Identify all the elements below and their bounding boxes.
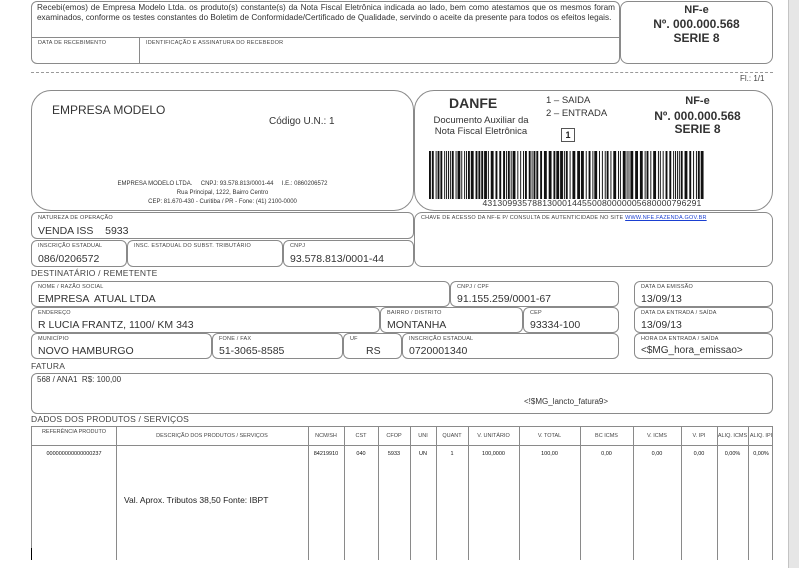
recipient-phone-field: FONE / FAX 51-3065-8585 — [212, 333, 343, 359]
danfe-entrada: 2 – ENTRADA — [546, 108, 608, 119]
receipt-nfe-label: NF-e — [684, 4, 709, 16]
barcode-bar — [566, 151, 568, 199]
danfe-nfe-label: NF-e — [685, 95, 710, 107]
barcode-bar — [491, 151, 494, 199]
barcode-bar — [534, 151, 536, 199]
barcode-bar — [618, 151, 619, 199]
barcode-bar — [572, 151, 575, 199]
invoice-box — [31, 373, 773, 414]
products-row-cell: 1 — [450, 451, 454, 457]
recipient-cnpj-field: CNPJ / CPF 91.155.259/0001-67 — [450, 281, 619, 307]
barcode-bar — [553, 151, 555, 199]
recipient-uf-field: UF RS — [343, 333, 402, 359]
operation-nature-value: VENDA ISS 5933 — [38, 225, 129, 237]
barcode-bar — [429, 151, 431, 199]
recipient-phone-value: 51-3065-8585 — [219, 345, 285, 357]
barcode-bar — [464, 151, 465, 199]
receipt-signature-label: IDENTIFICAÇÃO E ASSINATURA DO RECEBEDOR — [146, 40, 284, 46]
barcode-bar — [446, 151, 447, 199]
recipient-address-value: R LUCIA FRANTZ, 1100/ KM 343 — [38, 319, 194, 331]
barcode-bar — [681, 151, 683, 199]
barcode-bar — [675, 151, 676, 199]
barcode-bar — [484, 151, 487, 199]
barcode-bar — [620, 151, 621, 199]
barcode-bar — [630, 151, 633, 199]
barcode-bar — [499, 151, 501, 199]
barcode-bar — [540, 151, 542, 199]
danfe-box — [414, 90, 773, 211]
invoice-section-title: FATURA — [31, 361, 66, 371]
products-header-cell: DESCRIÇÃO DOS PRODUTOS / SERVIÇOS — [156, 433, 268, 439]
barcode-bar — [529, 151, 531, 199]
barcode-bar — [666, 151, 668, 199]
issue-date-field: DATA DA EMISSÃO 13/09/13 — [634, 281, 773, 307]
entry-time-field: HORA DA ENTRADA / SAÍDA <$MG_hora_emissao> — [634, 333, 773, 359]
barcode-bar — [488, 151, 489, 199]
products-header-cell: CST — [355, 433, 367, 439]
products-row-cell: 0,00 — [693, 451, 705, 457]
barcode-bar — [438, 151, 440, 199]
barcode-bar — [594, 151, 597, 199]
barcode-bar — [468, 151, 470, 199]
products-row-cell: 100,00 — [541, 451, 558, 457]
products-header-cell: V. ICMS — [647, 433, 667, 439]
barcode-bar — [689, 151, 691, 199]
barcode-bar — [556, 151, 559, 199]
barcode-bar — [461, 151, 462, 199]
issuer-line-2: Rua Principal, 1222, Bairro Centro — [176, 190, 269, 196]
barcode-bar — [640, 151, 643, 199]
recipient-state-registration-field: INSCRIÇÃO ESTADUAL 0720001340 — [402, 333, 619, 359]
invoice-placeholder: <!$MG_lancto_fatura9> — [524, 397, 609, 406]
recipient-section-title: DESTINATÁRIO / REMETENTE — [31, 268, 158, 278]
recipient-zip-field: CEP 93334-100 — [523, 307, 619, 333]
receipt-stub — [31, 1, 620, 64]
barcode-bar — [436, 151, 437, 199]
barcode-bar — [508, 151, 510, 199]
issuer-box — [31, 90, 414, 211]
barcode-bar — [458, 151, 461, 199]
recipient-zip-value: 93334-100 — [530, 319, 581, 331]
products-row-cell: 5933 — [387, 451, 401, 457]
recipient-city-field: MUNICÍPIO NOVO HAMBURGO — [31, 333, 212, 359]
operation-nature-field: NATUREZA DE OPERAÇÃO VENDA ISS 5933 — [31, 212, 414, 239]
barcode-bar — [503, 151, 505, 199]
barcode-bar — [650, 151, 651, 199]
danfe-operation-type: 1 — [561, 128, 575, 142]
products-header-cell: NCM/SH — [315, 433, 337, 439]
receipt-nfe-box — [620, 1, 773, 64]
table-cursor — [31, 548, 32, 560]
receipt-text: Recebi(emos) de Empresa Modelo Ltda. os produto(s) constante(s) da Nota Fiscal Eletrônica indicada ao lado, bem como atestamos que os mesmos foram examinados, conforme os testes constantes do Boletim de Conformidade/Certificado de Qualidade, servindo o aceite da presente para todos os efeitos legais. — [37, 3, 615, 23]
barcode-bar — [564, 151, 565, 199]
products-header-cell: QUANT — [442, 433, 462, 439]
invoice-line: 568 / ANA1 R$: 100,00 — [37, 375, 122, 384]
barcode-bar — [627, 151, 628, 199]
receipt-nfe-serie: SERIE 8 — [673, 31, 720, 45]
products-header-cell: V. UNITÁRIO — [477, 433, 510, 439]
barcode-bar — [432, 151, 434, 199]
danfe-number: Nº. 000.000.568 — [654, 109, 741, 123]
barcode-bar — [693, 151, 694, 199]
access-key-label: CHAVE DE ACESSO DA NF-E P/ CONSULTA DE AUTENTICIDADE NO SITE — [421, 215, 626, 221]
products-section-title: DADOS DOS PRODUTOS / SERVIÇOS — [31, 414, 190, 424]
access-key-field — [414, 212, 773, 267]
receipt-nfe-number: Nº. 000.000.568 — [653, 17, 740, 31]
barcode-bar — [523, 151, 524, 199]
window-scrollbar[interactable] — [788, 0, 799, 568]
barcode-bar — [677, 151, 678, 199]
barcode-bar — [647, 151, 649, 199]
cnpj-value: 93.578.813/0001-44 — [290, 253, 385, 265]
products-row-cell: 0,00% — [753, 451, 769, 457]
danfe-subtitle-2: Nota Fiscal Eletrônica — [434, 126, 528, 137]
recipient-name-field: NOME / RAZÃO SOCIAL EMPRESA ATUAL LTDA — [31, 281, 450, 307]
barcode-bar — [532, 151, 533, 199]
recipient-district-field: BAIRRO / DISTRITO MONTANHA — [380, 307, 523, 333]
barcode-bar — [450, 151, 451, 199]
barcode-bar — [476, 151, 478, 199]
receipt-date-label: DATA DE RECEBIMENTO — [38, 40, 107, 46]
products-row-cell: 84219910 — [313, 451, 339, 457]
barcode-bar — [607, 151, 609, 199]
barcode-bar — [560, 151, 563, 199]
substitute-registration-field: INSC. ESTADUAL DO SUBST. TRIBUTÁRIO — [127, 240, 283, 267]
barcode-bar — [658, 151, 659, 199]
barcode-bar — [679, 151, 680, 199]
barcode-bar — [440, 151, 442, 199]
barcode-bar — [513, 151, 516, 199]
state-registration-value: 086/0206572 — [38, 253, 100, 265]
barcode-bar — [448, 151, 449, 199]
barcode-bar — [599, 151, 600, 199]
entry-date-field: DATA DA ENTRADA / SAÍDA 13/09/13 — [634, 307, 773, 333]
recipient-uf-value: RS — [366, 345, 381, 357]
barcode-bar — [511, 151, 512, 199]
barcode-bar — [613, 151, 616, 199]
barcode-bar — [685, 151, 688, 199]
issuer-line-3: CEP: 81.670-430 - Curitiba / PR - Fone: (41) 2100-0000 — [148, 199, 297, 205]
products-row-cell: 0,00 — [601, 451, 612, 457]
products-header-cell: V. TOTAL — [537, 433, 562, 439]
products-row-cell: 0,00% — [724, 451, 741, 457]
barcode-bar — [525, 151, 527, 199]
products-row-cell: 000000000000000237 — [46, 451, 102, 457]
products-row-cell: UN — [419, 451, 427, 457]
danfe-saida: 1 – SAIDA — [546, 95, 591, 106]
barcode-bar — [653, 151, 656, 199]
recipient-state-registration-value: 0720001340 — [409, 345, 468, 357]
recipient-city-value: NOVO HAMBURGO — [38, 345, 134, 357]
barcode-bar — [536, 151, 538, 199]
barcode-bar — [570, 151, 571, 199]
barcode-bar — [605, 151, 606, 199]
barcode-bar — [673, 151, 674, 199]
entry-date-value: 13/09/13 — [641, 319, 682, 331]
issuer-unit-code: Código U.N.: 1 — [269, 116, 335, 127]
products-row-cell: 040 — [356, 451, 366, 457]
state-registration-field: INSCRIÇÃO ESTADUAL 086/0206572 — [31, 240, 127, 267]
barcode-bar — [589, 151, 591, 199]
barcode-bar — [471, 151, 474, 199]
entry-time-value: <$MG_hora_emissao> — [641, 345, 743, 356]
products-header-cell: UNI — [418, 433, 428, 439]
barcode-bar — [669, 151, 671, 199]
barcode-bar — [701, 151, 704, 199]
danfe-subtitle-1: Documento Auxiliar da — [433, 115, 529, 126]
barcode-bar — [496, 151, 498, 199]
cnpj-field: CNPJ 93.578.813/0001-44 — [283, 240, 414, 267]
products-header-cell: ALIQ. IPI — [749, 433, 773, 439]
products-header-cell: REFERÊNCIA PRODUTO — [41, 429, 107, 435]
barcode-bar — [663, 151, 664, 199]
products-header-cell: BC ICMS — [595, 433, 618, 439]
barcode-bar — [592, 151, 593, 199]
barcode-bar — [577, 151, 580, 199]
danfe-serie: SERIE 8 — [674, 122, 721, 136]
barcode-bar — [456, 151, 457, 199]
barcode-bar — [549, 151, 552, 199]
barcode-bar — [629, 151, 630, 199]
issue-date-value: 13/09/13 — [641, 293, 682, 305]
barcode-bar — [478, 151, 480, 199]
barcode-bar — [602, 151, 603, 199]
danfe-title: DANFE — [449, 95, 498, 111]
barcode-bar — [696, 151, 697, 199]
products-header-cell: ALIQ. ICMS — [717, 433, 748, 439]
barcode-bar — [544, 151, 547, 199]
barcode-bar — [645, 151, 646, 199]
barcode-bar — [481, 151, 483, 199]
barcode-bar — [581, 151, 584, 199]
barcode-bar — [444, 151, 445, 199]
barcode-bar — [506, 151, 507, 199]
barcode-bar — [452, 151, 454, 199]
barcode-bar — [623, 151, 626, 199]
tax-estimate-note: Val. Aprox. Tributos 38,50 Fonte: IBPT — [124, 495, 269, 505]
access-key-barcode — [427, 151, 757, 199]
products-row-cell: 100,0000 — [482, 451, 505, 457]
recipient-name-value: EMPRESA ATUAL LTDA — [38, 293, 156, 305]
recipient-district-value: MONTANHA — [387, 319, 447, 331]
barcode-bar — [660, 151, 661, 199]
barcode-bar — [466, 151, 467, 199]
recipient-address-field: ENDEREÇO R LUCIA FRANTZ, 1100/ KM 343 — [31, 307, 380, 333]
recipient-cnpj-value: 91.155.259/0001-67 — [457, 293, 552, 305]
cut-line — [31, 72, 773, 73]
barcode-bar — [586, 151, 587, 199]
access-key-digits: 43130993578813000144550080000005680000796291 — [482, 198, 702, 208]
barcode-bar — [698, 151, 700, 199]
issuer-line-1: EMPRESA MODELO LTDA. CNPJ: 93.578.813/0001-44 I.E.: 0860206572 — [117, 181, 328, 187]
barcode-bar — [635, 151, 638, 199]
products-header-cell: CFOP — [386, 433, 402, 439]
barcode-bar — [517, 151, 518, 199]
products-table — [31, 426, 773, 560]
products-header-cell: V. IPI — [692, 433, 706, 439]
page-number: Fl.: 1/1 — [740, 74, 765, 83]
products-row-cell: 0,00 — [651, 451, 663, 457]
barcode-bar — [610, 151, 611, 199]
access-key-site-link[interactable]: WWW.NFE.FAZENDA.GOV.BR — [625, 215, 707, 221]
issuer-name: EMPRESA MODELO — [52, 103, 166, 117]
barcode-bar — [520, 151, 521, 199]
